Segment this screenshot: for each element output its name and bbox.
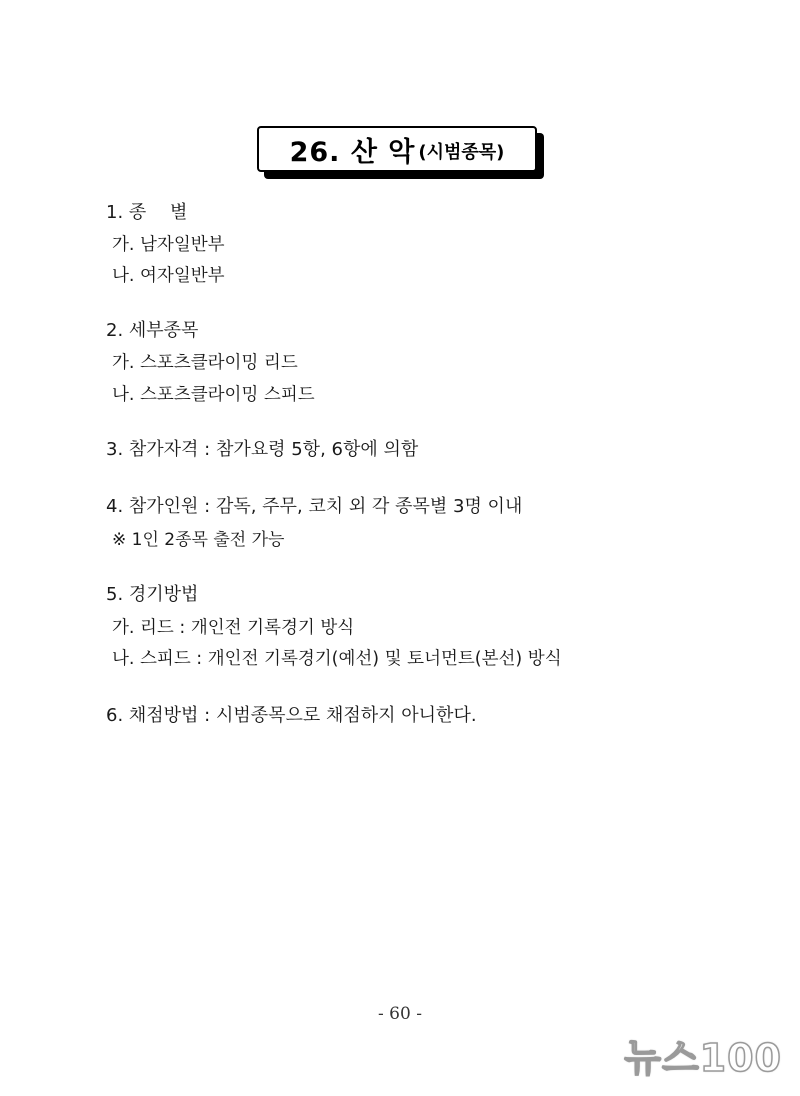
page-title: 26. 산 악 [289,136,416,168]
page-number: - 60 - [378,1004,422,1024]
section-6-heading: 6. 채점방법 : 시범종목으로 채점하지 아니한다. [106,705,477,726]
section-title-box [257,126,537,172]
section-1-heading: 1. 종 별 [106,202,188,223]
section-4-heading: 4. 참가인원 : 감독, 주무, 코치 외 각 종목별 3명 이내 [106,496,523,517]
section-2-item-2: 나. 스포츠클라이밍 스피드 [112,385,315,405]
news100-watermark-logo: 뉴스100 [624,1036,782,1080]
section-1-item-1: 가. 남자일반부 [112,235,225,255]
section-1-item-2: 나. 여자일반부 [112,266,225,286]
section-5-item-1: 가. 리드 : 개인전 기록경기 방식 [112,618,355,638]
section-2-item-1: 가. 스포츠클라이밍 리드 [112,353,298,373]
section-2-heading: 2. 세부종목 [106,320,199,341]
section-4-note: ※ 1인 2종목 출전 가능 [112,530,285,550]
section-5-heading: 5. 경기방법 [106,584,199,605]
section-5-item-2: 나. 스피드 : 개인전 기록경기(예선) 및 토너먼트(본선) 방식 [112,649,562,669]
page-subtitle: (시범종목) [418,142,505,163]
title-frame [257,126,537,172]
section-3-heading: 3. 참가자격 : 참가요령 5항, 6항에 의함 [106,439,419,460]
